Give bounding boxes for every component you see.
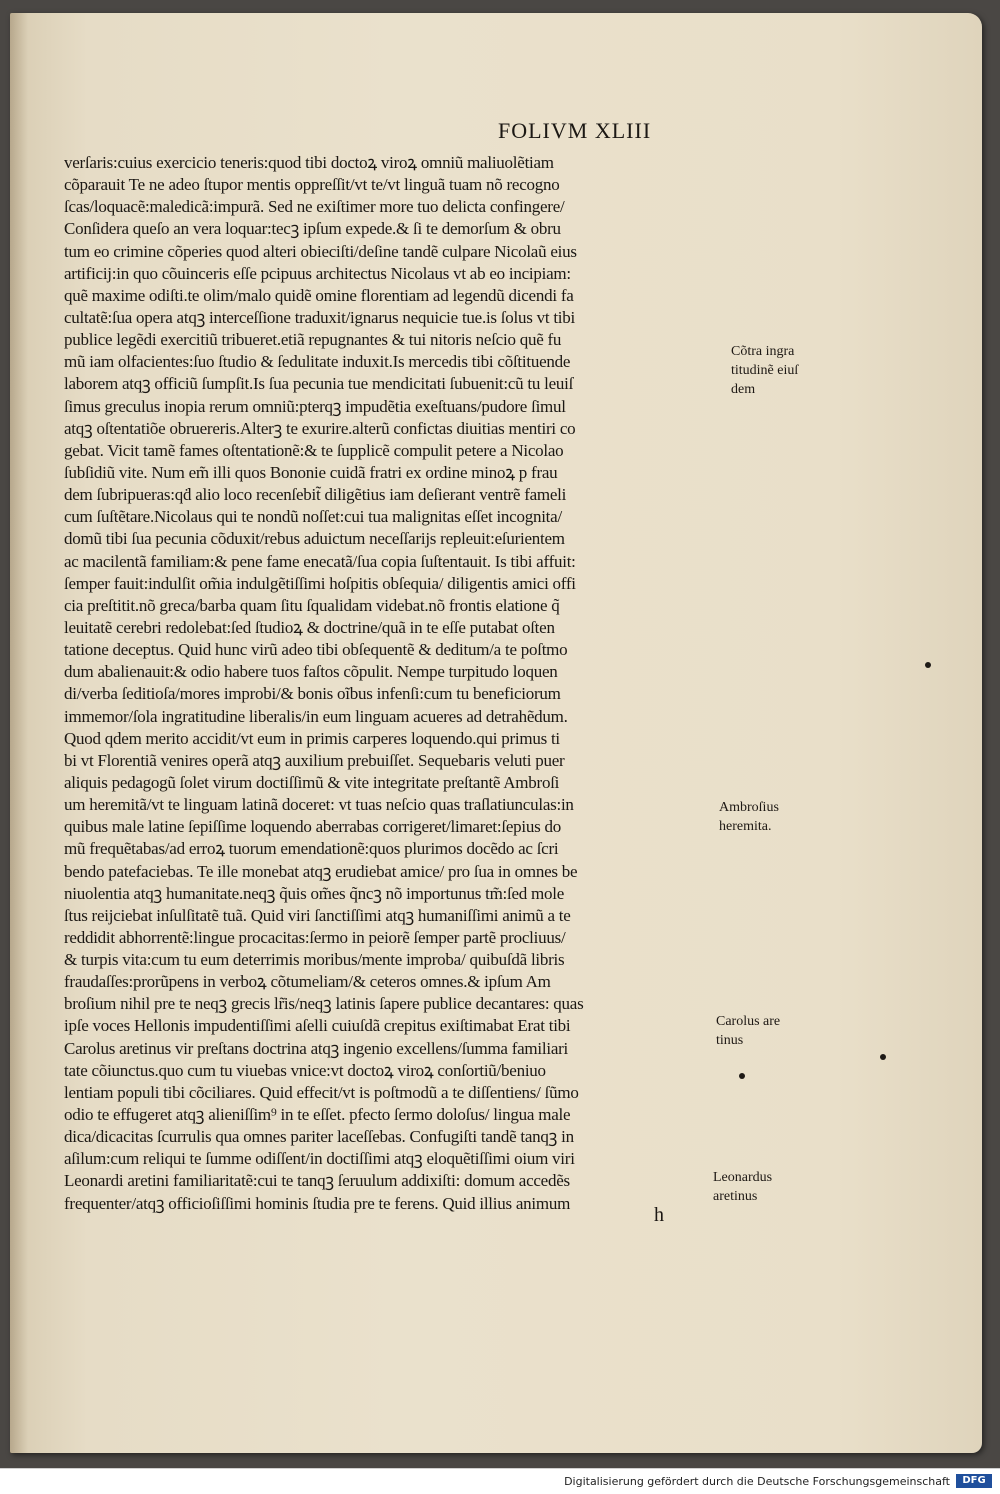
text-line: domũ tibi ſua pecunia cõduxit/rebus aduictum neceſſarijs repleuit:eſurientem bbox=[64, 529, 565, 549]
text-line: um heremitã/vt te linguam latinã doceret: vt tuas neſcio quas traſlatiunculas:in bbox=[64, 795, 574, 815]
marginal-note-contra-ingratitudinem bbox=[731, 342, 798, 399]
text-line: reddidit abhorrentẽ:lingue procacitas:ſermo in peiorẽ ſemper partẽ procliuus/ bbox=[64, 927, 566, 947]
text-line: aliquis pedagogũ ſolet virum doctiſſimũ & vite integritate preſtantẽ Ambroſi bbox=[64, 772, 560, 792]
text-line: dem ſubripueras:qḋ alio loco recenſebit̃ diligẽtius iam deſierant ventrẽ fameli bbox=[64, 485, 567, 505]
running-head: FOLIVM XLIII bbox=[498, 118, 652, 143]
text-line: dica/dicacitas ſcurrulis qua omnes pariter laceſſebas. Confugiſti tandẽ tanqꝫ in bbox=[64, 1127, 574, 1147]
text-line: atqꝫ oſtentatiõe obruereris.Alterꝫ te exurire.alterũ confictas diuitias mentiri co bbox=[64, 418, 576, 438]
text-line: ſcas/loquacẽ:maledicã:impurã. Sed ne exiſtimer more tuo delicta confingere/ bbox=[64, 197, 565, 217]
text-line: mũ iam olfacientes:ſuo ſtudio & ſedulitate induxit.Is mercedis tibi cõſtituende bbox=[64, 352, 571, 372]
text-line: aſilum:cum reliqui te ſumme odiſſent/in doctiſſimi atqꝫ eloquẽtiſſimi oium viri bbox=[64, 1149, 575, 1169]
ink-spot bbox=[739, 1073, 745, 1079]
text-line: cõparauit Te ne adeo ſtupor mentis oppreſſit/vt te/vt linguã tuam nõ recogno bbox=[64, 175, 560, 195]
text-line: di/verba ſeditioſa/mores improbi/& bonis oĩbus infenſi:cum tu beneficiorum bbox=[64, 684, 561, 704]
text-line: odio te effugeret atqꝫ alieniſſim⁹ in te eſſet. pfecto ſermo doloſus/ lingua male bbox=[64, 1105, 571, 1125]
dfg-logo[interactable]: DFG bbox=[956, 1474, 992, 1488]
text-line: gebat. Vicit tamẽ fames oſtentationẽ:& te ſupplicẽ compulit petere a Nicolao bbox=[64, 440, 564, 460]
marginal-note-line: tinus bbox=[716, 1033, 744, 1048]
text-line: ſemper fauit:indulſit om̃ia indulgẽtiſſimi hoſpitis obſequia/ diligentis amici offi bbox=[64, 573, 576, 593]
marginal-note-line: Ambroſius bbox=[719, 800, 779, 815]
text-line: leuitatẽ cerebri redolebat:ſed ſtudioꝝ & doctrine/quã in te eſſe putabat oſten bbox=[64, 617, 555, 637]
marginal-note-line: Leonardus bbox=[713, 1170, 773, 1185]
text-line: broſium nihil pre te neqꝫ grecis lr̃is/neqꝫ latinis ſapere publice decantares: quas bbox=[64, 994, 584, 1014]
text-line: publice legẽdi exercitiũ tribueret.etiã repugnantes & tui nitoris neſcio quẽ fu bbox=[64, 330, 562, 350]
text-line: laborem atqꝫ officiũ ſumpſit.Is ſua pecunia tue mendicitati ſubuenit:cũ tu leuiſ bbox=[64, 374, 574, 394]
marginal-note-line: Carolus are bbox=[716, 1014, 781, 1029]
text-line: tate cõiunctus.quo cum tu viuebas vnice:vt doctoꝝ viroꝝ conſortiũ/beniuo bbox=[64, 1060, 546, 1080]
marginal-note-leonardus bbox=[713, 1168, 772, 1206]
text-line: cia preſtitit.nõ greca/barba quam ſitu ſqualidam videbat.nõ frontis elatione q̃ bbox=[64, 595, 560, 615]
text-line: quẽ maxime odiſti.te olim/malo quidẽ omine florentiam ad legendũ dicendi fa bbox=[64, 285, 574, 305]
signature-mark: h bbox=[654, 1204, 664, 1226]
text-line: immemor/ſola ingratitudine liberalis/in eum linguam acueres ad detrahẽdum. bbox=[64, 706, 568, 726]
text-line: verſaris:cuius exercicio teneris:quod tibi doctoꝝ viroꝝ omniũ maliuolẽtiam bbox=[64, 153, 554, 172]
marginal-note-carolus bbox=[716, 1012, 780, 1050]
marginal-note-line: heremita. bbox=[719, 819, 772, 834]
text-line: fraudaſſes:prorũpens in verboꝝ cõtumeliam/& ceteros omnes.& ipſum Am bbox=[64, 972, 551, 992]
text-line: tatione deceptus. Quid hunc virũ adeo tibi obſequentẽ & deditum/a te poſtmo bbox=[64, 640, 568, 660]
text-line: dum abalienauit:& odio habere tuos faſtos cõpulit. Nempe turpitudo loquen bbox=[64, 662, 558, 682]
text-line: ſubſidiũ vite. Num em̃ illi quos Bononie cuidã fratri ex ordine minoꝝ p frau bbox=[64, 462, 558, 482]
text-line: mũ frequẽtabas/ad erroꝝ tuorum emendationẽ:quos plurimos docẽdo ac ſcri bbox=[64, 839, 559, 859]
footer-bar bbox=[0, 1468, 1000, 1494]
text-line: bi vt Florentiã venires operã atqꝫ auxilium prebuiſſet. Sequebaris veluti puer bbox=[64, 750, 565, 770]
text-line: ipſe voces Hellonis impudentiſſimi aſelli cuiuſdã crepitus exiſtimabat Erat tibi bbox=[64, 1016, 571, 1036]
text-line: bendo patefaciebas. Te ille monebat atqꝫ erudiebat amice/ pro ſua in omnes be bbox=[64, 861, 578, 881]
text-line: ſimus greculus inopia rerum omniũ:pterqꝫ impudẽtia exeſtuans/pudore ſimul bbox=[64, 396, 566, 416]
text-line: ac macilentã familiam:& pene fame enecatã/ſua copia ſuſtentauit. Is tibi affuit: bbox=[64, 551, 576, 571]
body-text bbox=[64, 152, 734, 1215]
text-line: cum ſuſtẽtare.Nicolaus qui te nondũ noſſet:cui tua malignitas eſſet incognita/ bbox=[64, 507, 562, 527]
text-line: ſtus reijciebat inſulſitatẽ tuã. Quid viri ſanctiſſimi atqꝫ humaniſſimi animũ a te bbox=[64, 905, 571, 925]
text-line: Carolus aretinus vir preſtans doctrina atqꝫ ingenio excellens/ſumma familiari bbox=[64, 1038, 569, 1058]
text-line: quibus male latine ſepiſſime loquendo aberrabas corrigeret/limaret:ſepius do bbox=[64, 817, 561, 837]
text-line: lentiam populi tibi cõciliares. Quid effecit/vt is poſtmodũ a te diſſentiens/ ſũmo bbox=[64, 1082, 579, 1102]
text-line: cultatẽ:ſua opera atqꝫ interceſſione traduxit/ignarus nequicie tue.is ſolus vt tibi bbox=[64, 307, 576, 327]
marginal-note-line: titudinẽ eiuſ bbox=[731, 363, 799, 378]
text-line: & turpis vita:cum tu eum deterrimis moribus/mente improba/ quibuſdã libris bbox=[64, 950, 565, 970]
marginal-note-ambrosius bbox=[719, 798, 779, 836]
footer-credit: Digitalisierung gefördert durch die Deutsche Forschungsgemeinschaft bbox=[564, 1475, 950, 1488]
text-line: artificij:in quo cõuinceris eſſe pcipuus architectus Nicolaus vt ab eo incipiam: bbox=[64, 263, 571, 283]
text-line: frequenter/atqꝫ officioſiſſimi hominis ſtudia pre te ferens. Quid illius animum bbox=[64, 1193, 571, 1213]
ink-spot bbox=[880, 1054, 886, 1060]
text-line: Quod qdem merito accidit/vt eum in primis carperes loquendo.qui primus ti bbox=[64, 728, 560, 748]
marginal-note-line: Cõtra ingra bbox=[731, 344, 795, 359]
text-line: Leonardi aretini familiaritatẽ:cui te tanqꝫ ſeruulum addixiſti: domum accedẽs bbox=[64, 1171, 570, 1191]
text-line: Conſidera queſo an vera loquar:tecꝫ ipſum expede.& ſi te demorſum & obru bbox=[64, 219, 561, 239]
marginal-note-line: aretinus bbox=[713, 1189, 758, 1204]
ink-spot bbox=[925, 662, 931, 668]
marginal-note-line: dem bbox=[731, 382, 756, 397]
text-line: niuolentia atqꝫ humanitate.neqꝫ q̃uis om̃es q̃ncꝫ nõ importunus tm̃:ſed mole bbox=[64, 883, 565, 903]
text-line: tum eo crimine cõperies quod alteri obieciſti/deſine tandẽ culpare Nicolaũ eius bbox=[64, 241, 577, 261]
